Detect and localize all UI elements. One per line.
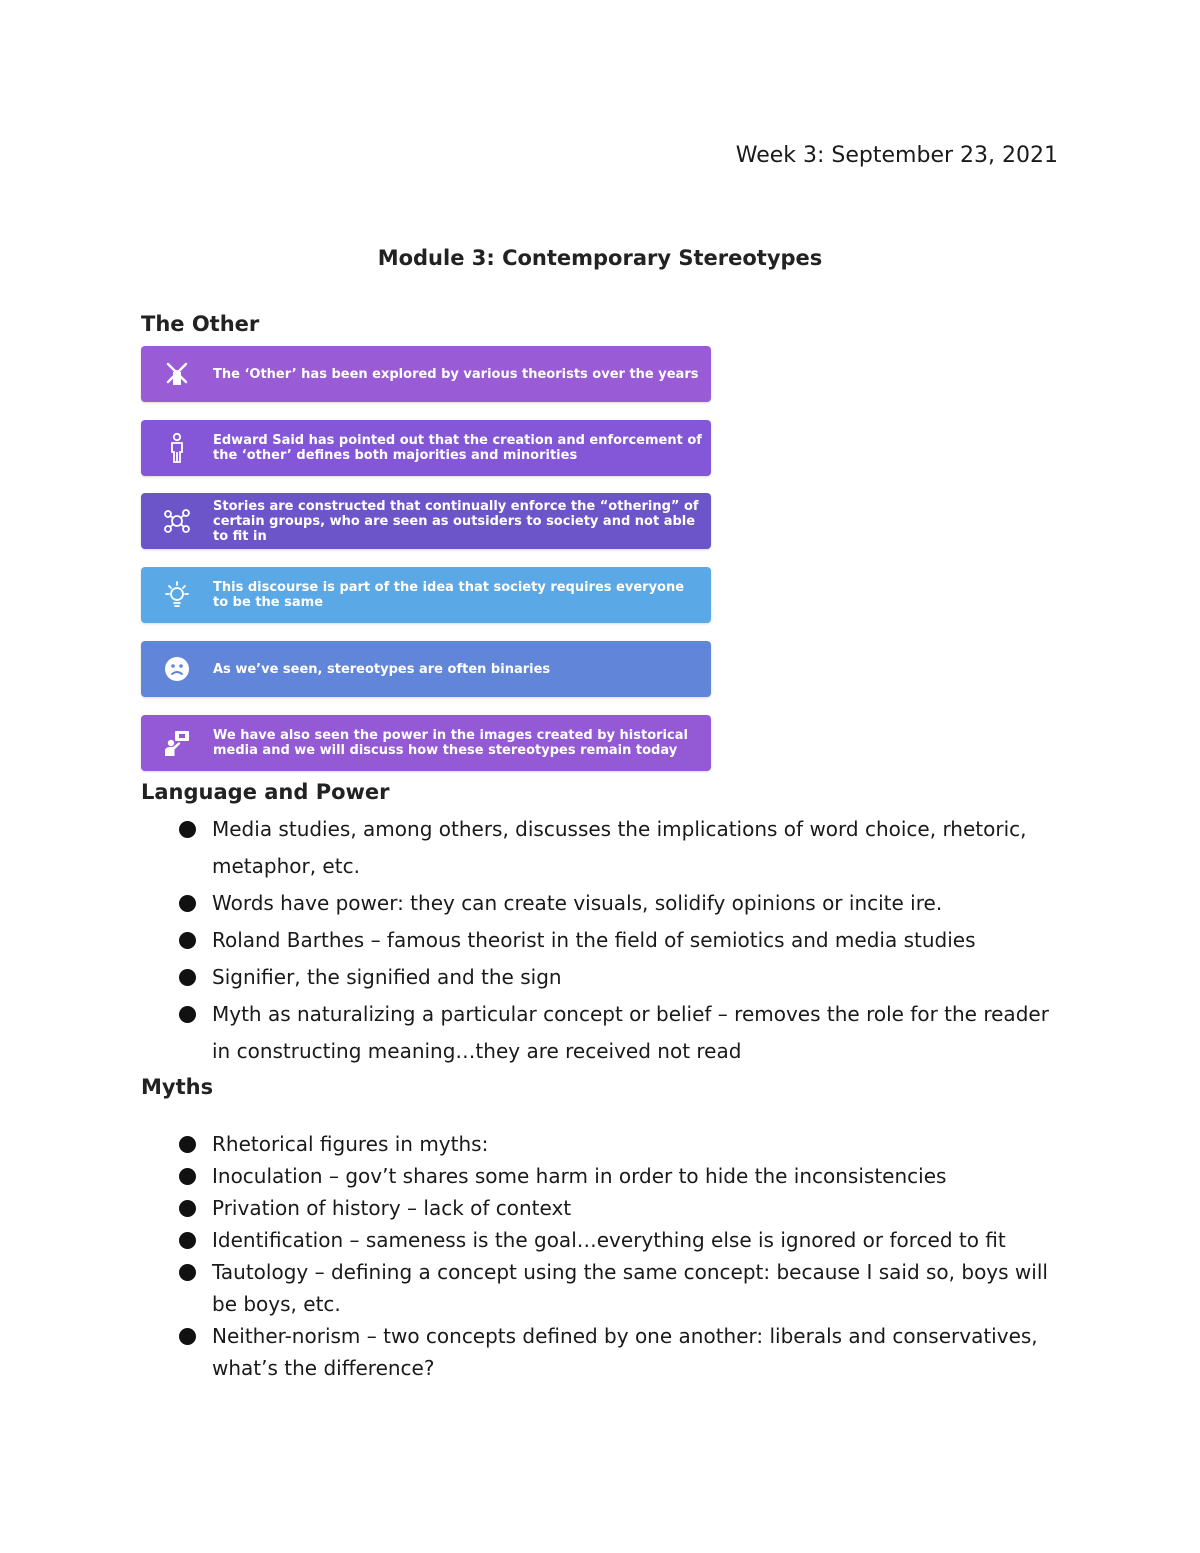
person-icon: [141, 432, 213, 464]
banner-text: Stories are constructed that continually enforce the “othering” of certain groups, who are seen as outsiders to society and not able to fit in: [213, 498, 699, 544]
list-item: Signifier, the signified and the sign: [175, 959, 1065, 996]
list-item: Privation of history – lack of context: [175, 1192, 1065, 1224]
banner-6: [141, 715, 711, 771]
windmill-icon: [141, 360, 213, 388]
section-heading-myths: Myths: [141, 1075, 214, 1099]
banner-1: [141, 346, 711, 402]
banner-text: This discourse is part of the idea that society requires everyone to be the same: [213, 580, 685, 610]
list-item: Tautology – defining a concept using the same concept: because I said so, boys will be boys, etc.: [175, 1256, 1065, 1320]
list-item: Identification – sameness is the goal…everything else is ignored or forced to fit: [175, 1224, 1065, 1256]
banner-4: [141, 567, 711, 623]
section-heading-the-other: The Other: [141, 312, 260, 336]
banner-text: The ‘Other’ has been explored by various theorists over the years: [213, 366, 699, 382]
presenter-icon: [141, 728, 213, 758]
list-item: Roland Barthes – famous theorist in the field of semiotics and media studies: [175, 922, 1065, 959]
banner-2: [141, 420, 711, 476]
network-icon: [141, 506, 213, 536]
banner-text: As we’ve seen, stereotypes are often binaries: [213, 661, 551, 677]
list-item: Inoculation – gov’t shares some harm in order to hide the inconsistencies: [175, 1160, 1065, 1192]
page-title: Module 3: Contemporary Stereotypes: [377, 246, 823, 270]
list-item: Neither-norism – two concepts defined by one another: liberals and conservatives, what’s the difference?: [175, 1320, 1065, 1384]
banner-text: We have also seen the power in the images created by historical media and we will discuss how these stereotypes remain today: [213, 728, 688, 758]
list-item: Rhetorical figures in myths:: [175, 1128, 1065, 1160]
face-icon: [141, 655, 213, 683]
myths-list: [175, 1128, 1065, 1384]
language-power-list: [175, 811, 1065, 1070]
banner-3: [141, 493, 711, 549]
section-heading-language-and-power: Language and Power: [141, 780, 390, 804]
list-item: Myth as naturalizing a particular concept or belief – removes the role for the reader in constructing meaning…they are received not read: [175, 996, 1065, 1070]
page-date: Week 3: September 23, 2021: [735, 143, 1058, 168]
lightbulb-icon: [141, 580, 213, 610]
banner-text: Edward Said has pointed out that the creation and enforcement of the ‘other’ defines both majorities and minorities: [213, 433, 702, 463]
list-item: Words have power: they can create visuals, solidify opinions or incite ire.: [175, 885, 1065, 922]
banner-5: [141, 641, 711, 697]
list-item: Media studies, among others, discusses the implications of word choice, rhetoric, metaphor, etc.: [175, 811, 1065, 885]
